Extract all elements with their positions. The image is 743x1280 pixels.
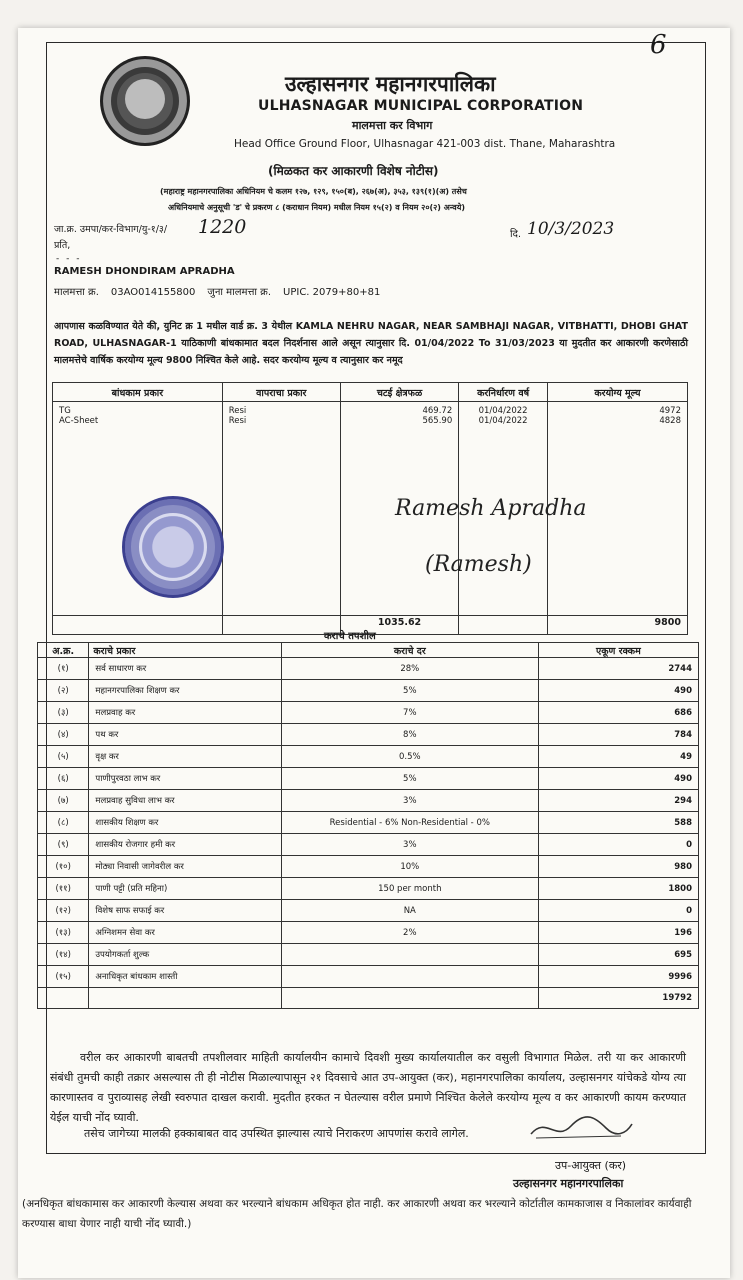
- property-no-label: मालमत्ता क्र.: [54, 287, 99, 298]
- footer-paragraph-2: तसेच जागेच्या मालकी हक्काबाबत वाद उपस्थित झाल्यास त्याचे निराकरण आपणांस करावे लागेल.: [84, 1127, 469, 1140]
- tax-rate: 8%: [281, 724, 538, 746]
- tax-type: वृक्ष कर: [89, 746, 281, 768]
- tax-row: [38, 812, 699, 834]
- tax-rate: [281, 966, 538, 988]
- tax-serial: (१३): [38, 922, 89, 944]
- tax-rate: 5%: [281, 768, 538, 790]
- col-taxable-value: करयोग्य मूल्य: [547, 383, 687, 402]
- col-total-amount: एकूण रक्कम: [538, 643, 698, 658]
- tax-type: पथ कर: [89, 724, 281, 746]
- tax-row: [38, 746, 699, 768]
- tax-details-table: [37, 642, 699, 1009]
- tax-serial: (१२): [38, 900, 89, 922]
- tax-amount: 9996: [538, 966, 698, 988]
- act-reference-line-1: (महाराष्ट्र महानगरपालिका अधिनियम चे कलम १२७, १२९, १५०(ब), २६७(अ), ३५३, १३९(१)(अ) तसेच: [160, 187, 467, 196]
- area-value: 469.72: [422, 406, 453, 416]
- reference-number: 1220: [198, 216, 247, 238]
- notice-title: (मिळकत कर आकारणी विशेष नोटीस): [268, 164, 439, 178]
- col-assessment-year: करनिर्धारण वर्ष: [459, 383, 548, 402]
- tax-type: अग्निशमन सेवा कर: [89, 922, 281, 944]
- tax-amount: 2744: [538, 658, 698, 680]
- tax-amount: 686: [538, 702, 698, 724]
- disclaimer-note: (अनधिकृत बांधकामास कर आकारणी केल्यास अथवा कर भरल्याने बांधकाम अधिकृत होत नाही. कर आकारणी अथवा कर भरल्याने कोर्टातील कामकाजास व निकालांवर कार्यवाही करण्यास बाधा येणार नाही याची नोंद घ्यावी.): [22, 1198, 692, 1230]
- tax-rate: 0.5%: [281, 746, 538, 768]
- tax-amount: 490: [538, 768, 698, 790]
- tax-row: [38, 790, 699, 812]
- department-name: मालमत्ता कर विभाग: [352, 119, 433, 132]
- owner-signature-2: (Ramesh): [425, 552, 532, 577]
- assessment-paragraph: आपणास कळविण्यात येते की, युनिट क्र 1 मधील वार्ड क्र. 3 येथील KAMLA NEHRU NAGAR, NEAR SAMBHAJI NAGAR, VITBHATTI, DHOBI GHAT ROAD, ULHASNAGAR-1 याठिकाणी बांधकामात बदल निदर्शनास आले असून त्यानुसार दि. 01/04/2022 To 31/03/2023 या मुदतीत कर आकारणी करणेसाठी मालमत्तेचे वार्षिक करयोग्य मूल्य 9800 निश्चित केले आहे. सदर करयोग्य मूल्य व त्यानुसार कर नमूद: [54, 321, 688, 366]
- date-value: 10/3/2023: [527, 219, 615, 239]
- tax-row: [38, 658, 699, 680]
- tax-amount: 980: [538, 856, 698, 878]
- taxable-value: 4972: [659, 406, 681, 416]
- tax-row: [38, 878, 699, 900]
- tax-rate: Residential - 6% Non-Residential - 0%: [281, 812, 538, 834]
- tax-rate: 10%: [281, 856, 538, 878]
- tax-type: पाणी पट्टी (प्रति महिना): [89, 878, 281, 900]
- col-carpet-area: चटई क्षेत्रफळ: [340, 383, 458, 402]
- tax-type: शासकीय शिक्षण कर: [89, 812, 281, 834]
- tax-table-body: [38, 658, 699, 1009]
- tax-rate: 150 per month: [281, 878, 538, 900]
- tax-type: शासकीय रोजगार हमी कर: [89, 834, 281, 856]
- tax-row: [38, 680, 699, 702]
- tax-type: सर्व साधारण कर: [89, 658, 281, 680]
- recipient-label: प्रति,: [54, 240, 71, 251]
- corner-mark: 6: [650, 30, 667, 60]
- tax-type: मलप्रवाह सुविधा लाभ कर: [89, 790, 281, 812]
- corporation-title-english: ULHASNAGAR MUNICIPAL CORPORATION: [258, 98, 584, 114]
- tax-rate: NA: [281, 900, 538, 922]
- tax-amount: 588: [538, 812, 698, 834]
- year-value: 01/04/2022: [478, 406, 528, 416]
- property-details: [54, 284, 392, 298]
- tax-serial: (६): [38, 768, 89, 790]
- property-no: 03AO014155800: [110, 287, 196, 298]
- tax-row: [38, 768, 699, 790]
- act-reference-line-2: अधिनियमाचे अनुसूची 'ड' चे प्रकरण ८ (कराधान नियम) मधील नियम १५(२) व नियम २०(२) अन्वये): [168, 203, 465, 212]
- tax-amount: 784: [538, 724, 698, 746]
- total-area: 1035.62: [340, 616, 458, 635]
- tax-rate: 7%: [281, 702, 538, 724]
- construction-value: AC-Sheet: [59, 416, 99, 426]
- col-serial: अ.क्र.: [38, 643, 89, 658]
- tax-type: पाणीपुरवठा लाभ कर: [89, 768, 281, 790]
- owner-name: RAMESH DHONDIRAM APRADHA: [54, 266, 235, 277]
- deputy-signature: [526, 1114, 636, 1149]
- construction-value: TG: [59, 406, 71, 416]
- tax-serial: (८): [38, 812, 89, 834]
- tax-row: [38, 702, 699, 724]
- tax-type: विशेष साफ सफाई कर: [89, 900, 281, 922]
- office-address: Head Office Ground Floor, Ulhasnagar 421-003 dist. Thane, Maharashtra: [234, 138, 616, 150]
- tax-amount: 1800: [538, 878, 698, 900]
- col-tax-type: कराचे प्रकार: [89, 643, 281, 658]
- date-label: दि.: [510, 229, 522, 240]
- tax-amount: 196: [538, 922, 698, 944]
- tax-serial: (११): [38, 878, 89, 900]
- tax-table-title: कराचे तपशील: [324, 631, 376, 642]
- tax-amount: 490: [538, 680, 698, 702]
- tax-rate: 3%: [281, 834, 538, 856]
- tax-amount: 0: [538, 900, 698, 922]
- deputy-commissioner-org: उल्हासनगर महानगरपालिका: [513, 1177, 624, 1190]
- usage-cell: [222, 402, 340, 616]
- municipal-seal-logo: [100, 56, 190, 146]
- col-tax-rate: कराचे दर: [281, 643, 538, 658]
- tax-total-row: [38, 988, 699, 1009]
- tax-rate: [281, 944, 538, 966]
- tax-row: [38, 900, 699, 922]
- total-taxable-value: 9800: [547, 616, 687, 635]
- taxable-value: 4828: [659, 416, 681, 426]
- col-usage-type: वापराचा प्रकार: [222, 383, 340, 402]
- tax-amount: 0: [538, 834, 698, 856]
- tax-serial: (१४): [38, 944, 89, 966]
- tax-serial: (३): [38, 702, 89, 724]
- tax-serial: (१): [38, 658, 89, 680]
- tax-amount: 49: [538, 746, 698, 768]
- corporation-title-marathi: उल्हासनगर महानगरपालिका: [285, 72, 496, 96]
- tax-type: अनाधिकृत बांधकाम शास्ती: [89, 966, 281, 988]
- tax-rate: 5%: [281, 680, 538, 702]
- tax-rate: 28%: [281, 658, 538, 680]
- tax-serial: (७): [38, 790, 89, 812]
- old-property-no-label: जुना मालमत्ता क्र.: [207, 287, 272, 298]
- tax-type: मलप्रवाह कर: [89, 702, 281, 724]
- tax-row: [38, 922, 699, 944]
- tax-row: [38, 966, 699, 988]
- tax-serial: (२): [38, 680, 89, 702]
- tax-row: [38, 834, 699, 856]
- tax-row: [38, 856, 699, 878]
- tax-serial: (१५): [38, 966, 89, 988]
- corporation-stamp: [122, 496, 224, 598]
- tax-amount: 695: [538, 944, 698, 966]
- tax-serial: (१०): [38, 856, 89, 878]
- tax-serial: (४): [38, 724, 89, 746]
- tax-row: [38, 944, 699, 966]
- footer-text-1: वरील कर आकारणी बाबतची तपशीलवार माहिती कार्यालयीन कामाचे दिवशी मुख्य कार्यालयातील कर वसुली विभागात मिळेल. तरी या कर आकारणी संबंधी तुमची काही तक्रार असल्यास ती ही नोटीस मिळाल्यापासून २१ दिवसाचे आत उप-आयुक्त (कर), महानगरपालिका कार्यालय, उल्हासनगर यांचेकडे योग्य त्या कारणास्तव व पुराव्यासह लेखी स्वरुपात दाखल करावी. मुदतीत हरकत न घेतल्यास वरील प्रमाणे निश्चित केलेले करयोग्य मूल्य व कर आकारणी कायम करण्यात येईल याची नोंद घ्यावी.: [50, 1051, 686, 1124]
- area-value: 565.90: [422, 416, 453, 426]
- tax-amount: 294: [538, 790, 698, 812]
- tax-type: महानगरपालिका शिक्षण कर: [89, 680, 281, 702]
- deputy-commissioner-title: उप-आयुक्त (कर): [555, 1159, 627, 1172]
- usage-value: Resi: [228, 416, 247, 426]
- tax-serial: (९): [38, 834, 89, 856]
- owner-signature: Ramesh Apradha: [395, 496, 587, 521]
- dotted-placeholder: - - -: [56, 254, 82, 264]
- tax-grand-total: 19792: [538, 988, 698, 1009]
- tax-type: मोठ्या निवासी जागेवरील कर: [89, 856, 281, 878]
- tax-row: [38, 724, 699, 746]
- tax-serial: (५): [38, 746, 89, 768]
- upic-code: UPIC. 2079+80+81: [283, 287, 381, 298]
- tax-rate: 3%: [281, 790, 538, 812]
- year-value: 01/04/2022: [478, 416, 528, 426]
- tax-rate: 2%: [281, 922, 538, 944]
- usage-value: Resi: [228, 406, 247, 416]
- reference-label: जा.क्र. उमपा/कर-विभाग/यु-१/३/: [54, 224, 168, 235]
- tax-type: उपयोगकर्ता शुल्क: [89, 944, 281, 966]
- signature-squiggle-icon: [526, 1114, 636, 1144]
- col-construction-type: बांधकाम प्रकार: [53, 383, 223, 402]
